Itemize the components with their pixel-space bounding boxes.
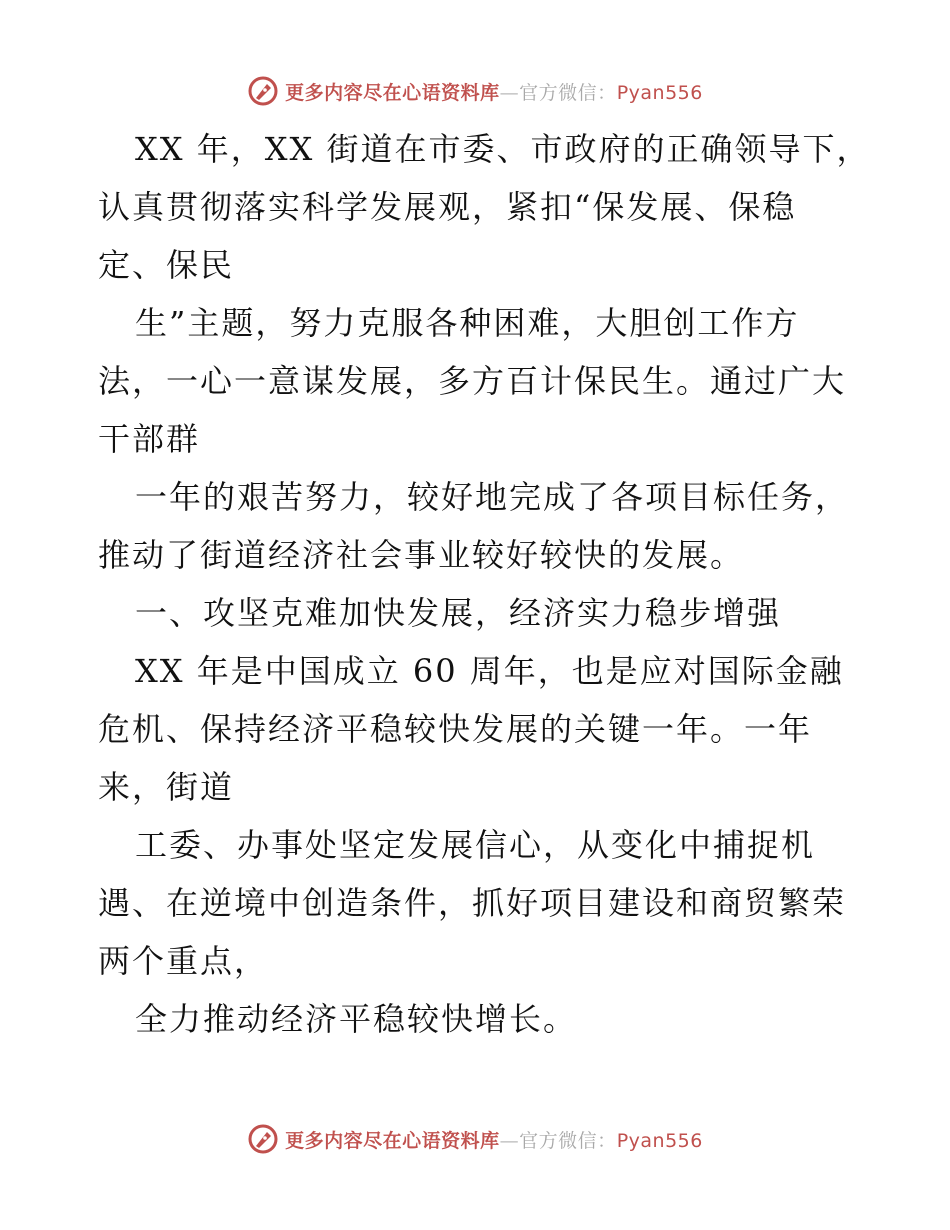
text-line: 一、攻坚克难加快发展，经济实力稳步增强 <box>135 594 782 632</box>
footer-watermark <box>0 1122 950 1156</box>
watermark-dash: — <box>499 1129 520 1152</box>
watermark-official-label: 官方微信： <box>519 1129 617 1152</box>
text-line: 推动了街道经济社会事业较好较快的发展。 <box>98 536 745 574</box>
watermark-wechat-id: Pyan556 <box>616 81 703 104</box>
text-line: 干部群 <box>98 420 201 458</box>
watermark-dash: — <box>499 81 520 104</box>
header-watermark <box>0 74 950 108</box>
document-body <box>98 120 871 1048</box>
text-line: 全力推动经济平稳较快增长。 <box>135 1000 578 1038</box>
watermark-wechat-id: Pyan556 <box>616 1129 703 1152</box>
red-pen-nib-icon <box>247 1123 279 1155</box>
text-line: 来，街道 <box>98 768 235 806</box>
text-line: 定、保民 <box>98 246 235 284</box>
text-line: XX 年，XX 街道在市委、市政府的正确领导下， <box>135 130 871 168</box>
text-line: 生”主题，努力克服各种困难，大胆创工作方 <box>135 304 800 342</box>
text-line: XX 年是中国成立 60 周年，也是应对国际金融 <box>135 652 844 690</box>
watermark-brand: 更多内容尽在心语资料库 <box>285 81 500 104</box>
watermark-official-label: 官方微信： <box>519 81 617 104</box>
text-line: 一年的艰苦努力，较好地完成了各项目标任务， <box>135 478 850 516</box>
text-line: 法，一心一意谋发展，多方百计保民生。通过广大 <box>98 362 847 400</box>
red-pen-nib-icon <box>247 75 279 107</box>
text-line: 遇、在逆境中创造条件，抓好项目建设和商贸繁荣 <box>98 884 847 922</box>
text-line: 认真贯彻落实科学发展观，紧扣“保发展、保稳 <box>98 188 797 226</box>
text-line: 工委、办事处坚定发展信心，从变化中捕捉机 <box>135 826 816 864</box>
text-line: 危机、保持经济平稳较快发展的关键一年。一年 <box>98 710 813 748</box>
text-line: 两个重点， <box>98 942 269 980</box>
watermark-brand: 更多内容尽在心语资料库 <box>285 1129 500 1152</box>
